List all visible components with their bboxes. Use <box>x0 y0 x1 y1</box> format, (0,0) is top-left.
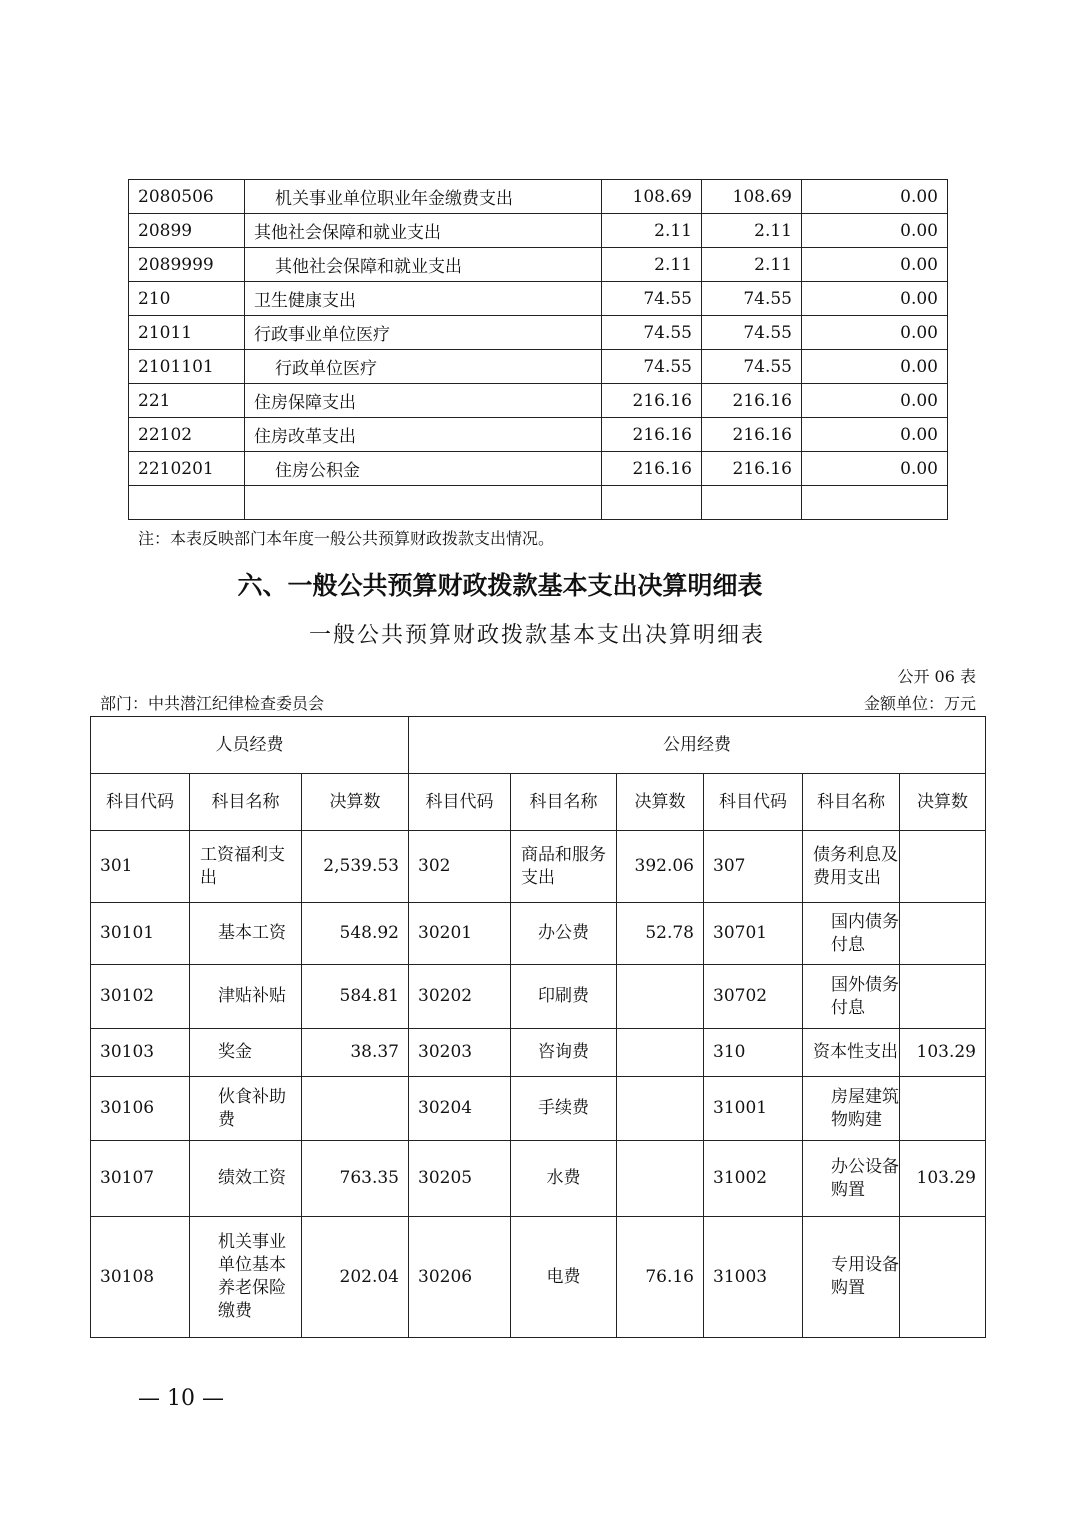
amount: 763.35 <box>302 1141 409 1217</box>
department-label: 部门：中共潜江纪律检查委员会 <box>100 694 325 713</box>
table-number: 公开 06 表 <box>897 667 976 686</box>
section-title: 六、一般公共预算财政拨款基本支出决算明细表 <box>237 571 763 600</box>
table-row <box>129 452 948 486</box>
amount: 52.78 <box>617 903 704 965</box>
subject-code: 30702 <box>704 965 803 1029</box>
subject-code: 30701 <box>704 903 803 965</box>
subject-code: 307 <box>704 831 803 903</box>
subject-name: 其他社会保障和就业支出 <box>245 248 602 282</box>
amount: 103.29 <box>900 1029 986 1077</box>
subject-name: 咨询费 <box>511 1029 617 1077</box>
project-amount: 0.00 <box>802 418 948 452</box>
total-amount: 2.11 <box>602 248 702 282</box>
subject-name: 其他社会保障和就业支出 <box>245 214 602 248</box>
amount: 103.29 <box>900 1141 986 1217</box>
project-amount: 0.00 <box>802 248 948 282</box>
subject-code: 31003 <box>704 1217 803 1338</box>
table-row <box>129 282 948 316</box>
subject-code: 2210201 <box>129 452 245 486</box>
project-amount: 0.00 <box>802 384 948 418</box>
public-header: 公用经费 <box>409 717 986 774</box>
subject-name: 资本性支出 <box>803 1029 900 1077</box>
amount <box>302 1077 409 1141</box>
table-row <box>91 903 986 965</box>
amount <box>617 1077 704 1141</box>
subject-code: 301 <box>91 831 190 903</box>
column-header: 科目名称 <box>511 774 617 831</box>
project-amount: 0.00 <box>802 350 948 384</box>
total-amount: 74.55 <box>602 316 702 350</box>
subject-name: 商品和服务支出 <box>511 831 617 903</box>
table-row <box>91 1217 986 1338</box>
subject-code: 30101 <box>91 903 190 965</box>
project-amount: 0.00 <box>802 282 948 316</box>
table-row <box>129 384 948 418</box>
column-header-row <box>91 774 986 831</box>
subject-code: 30206 <box>409 1217 511 1338</box>
subject-name: 电费 <box>511 1217 617 1338</box>
project-amount <box>802 486 948 520</box>
subject-name: 津贴补贴 <box>190 965 302 1029</box>
total-amount: 74.55 <box>602 282 702 316</box>
subject-name: 专用设备购置 <box>803 1217 900 1338</box>
subject-name: 办公设备购置 <box>803 1141 900 1217</box>
subject-code: 302 <box>409 831 511 903</box>
personnel-header: 人员经费 <box>91 717 409 774</box>
subject-name: 绩效工资 <box>190 1141 302 1217</box>
total-amount: 108.69 <box>602 180 702 214</box>
subject-code: 2089999 <box>129 248 245 282</box>
subject-code: 31002 <box>704 1141 803 1217</box>
subject-name: 行政事业单位医疗 <box>245 316 602 350</box>
table-row <box>129 180 948 214</box>
amount <box>900 1077 986 1141</box>
total-amount: 216.16 <box>602 384 702 418</box>
project-amount: 0.00 <box>802 180 948 214</box>
basic-amount: 74.55 <box>702 350 802 384</box>
subject-name: 卫生健康支出 <box>245 282 602 316</box>
subject-name: 房屋建筑物购建 <box>803 1077 900 1141</box>
amount-unit-label: 金额单位：万元 <box>863 694 976 713</box>
basic-expenditure-detail-table <box>90 716 986 1338</box>
group-header-row <box>91 717 986 774</box>
subject-code: 30106 <box>91 1077 190 1141</box>
amount: 38.37 <box>302 1029 409 1077</box>
subject-name: 伙食补助费 <box>190 1077 302 1141</box>
subject-name: 水费 <box>511 1141 617 1217</box>
subject-name: 住房公积金 <box>245 452 602 486</box>
total-amount: 74.55 <box>602 350 702 384</box>
table-row <box>129 248 948 282</box>
amount <box>900 965 986 1029</box>
table-row <box>91 1029 986 1077</box>
amount: 392.06 <box>617 831 704 903</box>
table-row <box>129 350 948 384</box>
amount: 548.92 <box>302 903 409 965</box>
subject-name <box>245 486 602 520</box>
budget-expenditure-table <box>128 179 948 520</box>
project-amount: 0.00 <box>802 214 948 248</box>
column-header: 科目名称 <box>190 774 302 831</box>
basic-amount: 108.69 <box>702 180 802 214</box>
column-header: 决算数 <box>617 774 704 831</box>
subject-code: 30107 <box>91 1141 190 1217</box>
subject-name: 办公费 <box>511 903 617 965</box>
project-amount: 0.00 <box>802 316 948 350</box>
column-header: 科目代码 <box>704 774 803 831</box>
table-row <box>91 1141 986 1217</box>
subject-code: 30201 <box>409 903 511 965</box>
total-amount: 2.11 <box>602 214 702 248</box>
page-number: — 10 — <box>138 1386 224 1411</box>
table-row <box>91 965 986 1029</box>
subject-code: 30205 <box>409 1141 511 1217</box>
subject-code: 30204 <box>409 1077 511 1141</box>
total-amount: 216.16 <box>602 418 702 452</box>
amount <box>900 903 986 965</box>
subject-name: 基本工资 <box>190 903 302 965</box>
subject-code: 20899 <box>129 214 245 248</box>
table-note: 注：本表反映部门本年度一般公共预算财政拨款支出情况。 <box>138 529 555 548</box>
subject-name: 奖金 <box>190 1029 302 1077</box>
subject-name: 工资福利支出 <box>190 831 302 903</box>
basic-amount: 2.11 <box>702 214 802 248</box>
amount: 76.16 <box>617 1217 704 1338</box>
subject-code: 30102 <box>91 965 190 1029</box>
subject-code: 30108 <box>91 1217 190 1338</box>
subject-name: 债务利息及费用支出 <box>803 831 900 903</box>
project-amount: 0.00 <box>802 452 948 486</box>
subject-name: 国外债务付息 <box>803 965 900 1029</box>
amount: 2,539.53 <box>302 831 409 903</box>
table-title: 一般公共预算财政拨款基本支出决算明细表 <box>308 623 765 648</box>
table-row <box>129 316 948 350</box>
amount <box>617 1141 704 1217</box>
amount <box>617 1029 704 1077</box>
amount <box>900 1217 986 1338</box>
amount <box>617 965 704 1029</box>
basic-amount: 216.16 <box>702 384 802 418</box>
subject-code: 30103 <box>91 1029 190 1077</box>
column-header: 决算数 <box>302 774 409 831</box>
amount <box>900 831 986 903</box>
subject-name: 手续费 <box>511 1077 617 1141</box>
total-amount: 216.16 <box>602 452 702 486</box>
basic-amount: 74.55 <box>702 316 802 350</box>
basic-amount: 74.55 <box>702 282 802 316</box>
subject-name: 印刷费 <box>511 965 617 1029</box>
table-row-empty <box>129 486 948 520</box>
subject-name: 机关事业单位职业年金缴费支出 <box>245 180 602 214</box>
subject-code: 210 <box>129 282 245 316</box>
subject-name: 机关事业单位基本养老保险缴费 <box>190 1217 302 1338</box>
table-row <box>91 1077 986 1141</box>
subject-name: 国内债务付息 <box>803 903 900 965</box>
subject-code: 21011 <box>129 316 245 350</box>
column-header: 决算数 <box>900 774 986 831</box>
table-row <box>129 214 948 248</box>
basic-amount: 216.16 <box>702 452 802 486</box>
column-header: 科目代码 <box>91 774 190 831</box>
column-header: 科目代码 <box>409 774 511 831</box>
basic-amount: 2.11 <box>702 248 802 282</box>
table-row <box>91 831 986 903</box>
basic-amount: 216.16 <box>702 418 802 452</box>
subject-name: 住房保障支出 <box>245 384 602 418</box>
subject-code: 221 <box>129 384 245 418</box>
subject-code <box>129 486 245 520</box>
subject-code: 30203 <box>409 1029 511 1077</box>
total-amount <box>602 486 702 520</box>
subject-code: 310 <box>704 1029 803 1077</box>
subject-code: 31001 <box>704 1077 803 1141</box>
subject-name: 行政单位医疗 <box>245 350 602 384</box>
subject-code: 2080506 <box>129 180 245 214</box>
subject-code: 2101101 <box>129 350 245 384</box>
subject-code: 30202 <box>409 965 511 1029</box>
basic-amount <box>702 486 802 520</box>
amount: 202.04 <box>302 1217 409 1338</box>
amount: 584.81 <box>302 965 409 1029</box>
column-header: 科目名称 <box>803 774 900 831</box>
subject-name: 住房改革支出 <box>245 418 602 452</box>
table-row <box>129 418 948 452</box>
subject-code: 22102 <box>129 418 245 452</box>
